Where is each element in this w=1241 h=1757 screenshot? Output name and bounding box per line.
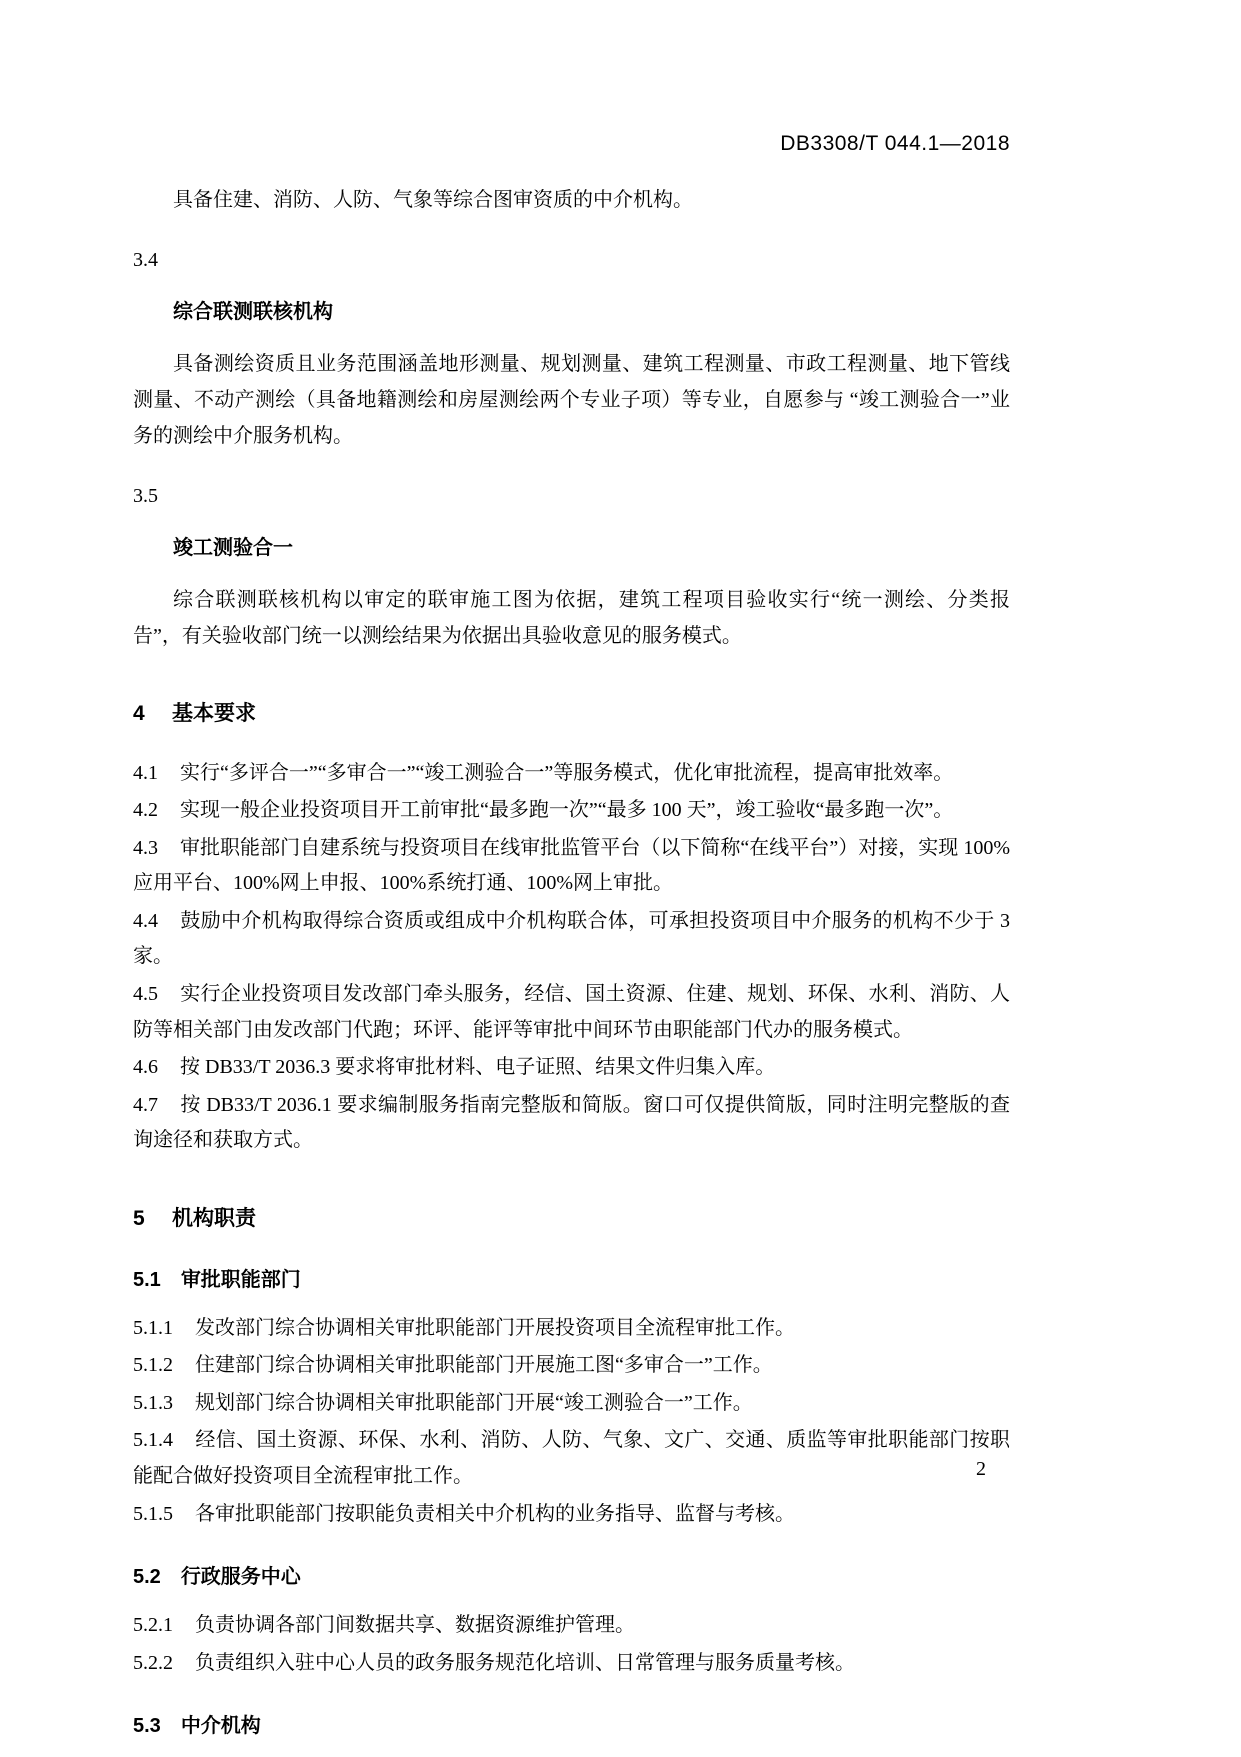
clause-4-7-text: 按 DB33/T 2036.1 要求编制服务指南完整版和简版。窗口可仅提供简版，同时注明完整版的查询途径和获取方式。: [133, 1093, 1010, 1152]
clause-5-1-2-text: 住建部门综合协调相关审批职能部门开展施工图“多审合一”工作。: [195, 1354, 773, 1377]
page-content: [133, 132, 1010, 1757]
subsection-5-3-number: 5.3: [133, 1715, 161, 1738]
section-5-title: 机构职责: [171, 1207, 256, 1231]
clause-4-1-number: 4.1: [133, 761, 158, 784]
clause-5-1-5-number: 5.1.5: [133, 1502, 173, 1525]
clause-5-2-2: [133, 1646, 1010, 1682]
term-3-5-title: 竣工测验合一: [173, 537, 293, 559]
clause-5-2-1-number: 5.2.1: [133, 1614, 173, 1637]
clause-5-1-1-number: 5.1.1: [133, 1316, 173, 1339]
clause-5-2-1: [133, 1608, 1010, 1644]
page-number: 2: [976, 1458, 986, 1480]
term-3-4-body: 具备测绘资质且业务范围涵盖地形测量、规划测量、建筑工程测量、市政工程测量、地下管线测量、不动产测绘（具备地籍测绘和房屋测绘两个专业子项）等专业，自愿参与 “竣工测验合一”业务的测绘中介服务机构。: [133, 353, 1010, 447]
term-3-5-body: 综合联测联核机构以审定的联审施工图为依据，建筑工程项目验收实行“统一测绘、分类报告”，有关验收部门统一以测绘结果为依据出具验收意见的服务模式。: [133, 589, 1010, 647]
clause-4-6: [133, 1050, 1010, 1086]
clause-5-1-3-text: 规划部门综合协调相关审批职能部门开展“竣工测验合一”工作。: [195, 1391, 753, 1414]
clause-5-1-5: [133, 1497, 1010, 1533]
clause-4-3: [133, 831, 1010, 902]
intro-paragraph: 具备住建、消防、人防、气象等综合图审资质的中介机构。: [173, 189, 693, 211]
doc-number: DB3308/T 044.1—2018: [780, 132, 1010, 155]
clause-4-2: [133, 793, 1010, 829]
clause-5-1-1: [133, 1311, 1010, 1347]
clause-5-1-4: [133, 1423, 1010, 1494]
section-4-number: 4: [133, 702, 145, 725]
clause-5-1-4-number: 5.1.4: [133, 1429, 173, 1452]
section-5-heading: [133, 1203, 1010, 1235]
clause-5-1-2: [133, 1348, 1010, 1384]
clause-5-1-5-text: 各审批职能部门按职能负责相关中介机构的业务指导、监督与考核。: [195, 1502, 795, 1525]
clause-4-4-text: 鼓励中介机构取得综合资质或组成中介机构联合体，可承担投资项目中介服务的机构不少于 3 家。: [133, 909, 1010, 968]
term-3-4-number: 3.4: [133, 249, 158, 271]
clause-4-5-number: 4.5: [133, 983, 158, 1006]
clause-4-4: [133, 904, 1010, 975]
clause-4-3-text: 审批职能部门自建系统与投资项目在线审批监管平台（以下简称“在线平台”）对接，实现 100%应用平台、100%网上申报、100%系统打通、100%网上审批。: [133, 836, 1010, 895]
subsection-5-1-number: 5.1: [133, 1268, 161, 1291]
section-4-heading: [133, 698, 1010, 730]
clause-5-1-3-number: 5.1.3: [133, 1391, 173, 1414]
clause-4-7: [133, 1088, 1010, 1159]
clause-5-1-4-text: 经信、国土资源、环保、水利、消防、人防、气象、文广、交通、质监等审批职能部门按职能配合做好投资项目全流程审批工作。: [133, 1429, 1010, 1487]
clause-5-2-2-number: 5.2.2: [133, 1651, 173, 1674]
clause-5-1-3: [133, 1386, 1010, 1422]
clause-5-2-1-text: 负责协调各部门间数据共享、数据资源维护管理。: [195, 1614, 635, 1637]
term-3-4-title: 综合联测联核机构: [173, 301, 333, 323]
subsection-5-2-number: 5.2: [133, 1566, 161, 1589]
clause-5-2-2-text: 负责组织入驻中心人员的政务服务规范化培训、日常管理与服务质量考核。: [195, 1651, 855, 1674]
subsection-5-1-heading: [133, 1265, 1010, 1295]
clause-4-2-text: 实现一般企业投资项目开工前审批“最多跑一次”“最多 100 天”，竣工验收“最多跑一次”。: [180, 799, 954, 822]
clause-4-4-number: 4.4: [133, 909, 158, 932]
clause-4-6-text: 按 DB33/T 2036.3 要求将审批材料、电子证照、结果文件归集入库。: [180, 1056, 776, 1079]
subsection-5-1-title: 审批职能部门: [180, 1268, 301, 1291]
section-5-number: 5: [133, 1207, 145, 1231]
term-3-5-number: 3.5: [133, 485, 158, 507]
subsection-5-3-title: 中介机构: [180, 1715, 261, 1738]
clause-5-1-2-number: 5.1.2: [133, 1354, 173, 1377]
clause-5-1-1-text: 发改部门综合协调相关审批职能部门开展投资项目全流程审批工作。: [195, 1316, 795, 1339]
clause-4-6-number: 4.6: [133, 1056, 158, 1079]
section-4-title: 基本要求: [171, 702, 256, 725]
clause-4-1-text: 实行“多评合一”“多审合一”“竣工测验合一”等服务模式，优化审批流程，提高审批效率。: [180, 761, 954, 784]
subsection-5-2-heading: [133, 1562, 1010, 1592]
clause-4-5: [133, 977, 1010, 1048]
clause-4-2-number: 4.2: [133, 799, 158, 822]
clause-4-1: [133, 756, 1010, 792]
clause-4-5-text: 实行企业投资项目发改部门牵头服务，经信、国土资源、住建、规划、环保、水利、消防、人防等相关部门由发改部门代跑；环评、能评等审批中间环节由职能部门代办的服务模式。: [133, 983, 1010, 1041]
subsection-5-2-title: 行政服务中心: [180, 1566, 301, 1589]
subsection-5-3-heading: [133, 1711, 1010, 1741]
clause-4-3-number: 4.3: [133, 836, 158, 859]
clause-4-7-number: 4.7: [133, 1093, 158, 1116]
